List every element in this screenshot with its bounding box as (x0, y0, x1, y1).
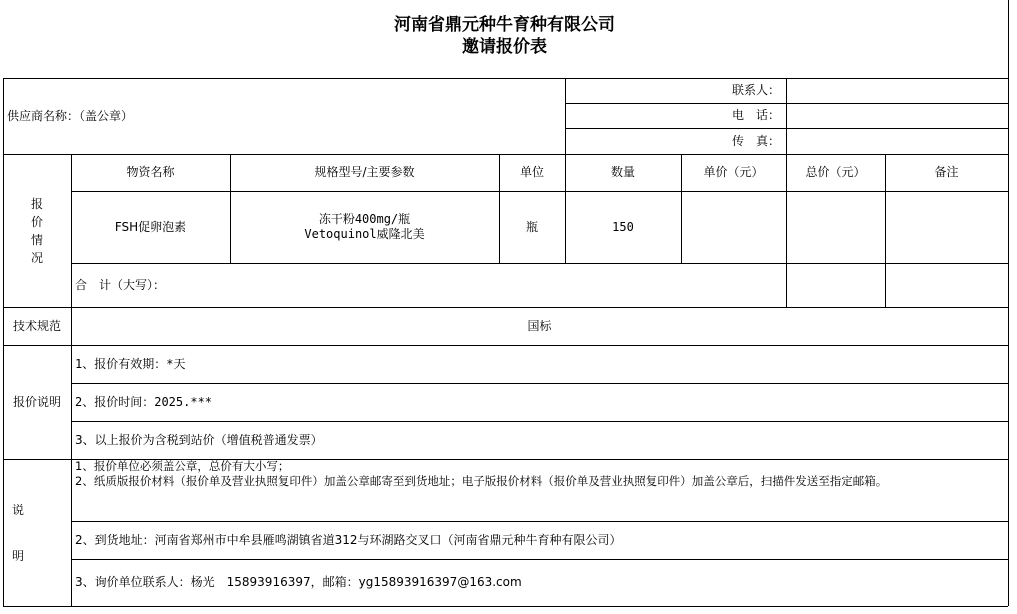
item-spec-line: Vetoquinol威隆北美 (304, 227, 425, 241)
item-unit-price[interactable] (681, 191, 786, 263)
remark-line: 1、报价单位必须盖公章，总价有大小写； (75, 459, 290, 473)
row-line-bottom (3, 606, 1008, 607)
item-spec-line: 冻干粉400mg/瓶 (318, 212, 411, 226)
remark-block-1 (71, 459, 1008, 521)
col-header-unit-price: 单价（元） (703, 165, 764, 179)
remark-contact: 3、询价单位联系人：杨光 15893916397，邮箱：yg15893916397@163.com (75, 575, 522, 589)
quote-section-label (3, 154, 71, 307)
remarks-label-char: 说 (11, 502, 24, 517)
col-header-spec: 规格型号/主要参数 (314, 165, 415, 179)
phone-value[interactable] (786, 103, 1008, 128)
item-name: FSH促卵泡素 (114, 219, 187, 234)
quote-label-char: 况 (30, 250, 43, 265)
company-name: 河南省鼎元种牛育种有限公司 (394, 15, 615, 35)
grand-total-value[interactable] (786, 263, 885, 307)
col-header-unit: 单位 (519, 165, 544, 179)
contact-label: 联系人： (731, 83, 780, 97)
quote-note-item: 3、以上报价为含税到站价（增值税普通发票） (75, 432, 323, 447)
item-unit: 瓶 (525, 219, 538, 234)
quote-note-item: 1、报价有效期：*天 (75, 356, 186, 371)
col-header-note: 备注 (934, 165, 959, 179)
fax-label: 传 真： (731, 133, 780, 148)
grand-total-note[interactable] (885, 263, 1008, 307)
quote-notes-label: 报价说明 (12, 394, 61, 409)
fax-value[interactable] (786, 128, 1008, 154)
quote-note-item: 2、报价时间：2025.*** (75, 394, 213, 409)
sheet-title (0, 14, 1009, 58)
item-qty: 150 (612, 219, 634, 234)
col-header-qty: 数量 (610, 165, 635, 179)
quote-label-char: 价 (30, 214, 43, 229)
total-label: 合 计（大写）： (75, 277, 166, 292)
tech-value: 国标 (527, 318, 552, 333)
form-title: 邀请报价表 (462, 37, 547, 57)
phone-label: 电 话： (731, 108, 780, 122)
remark-line: 2、纸质版报价材料（报价单及营业执照复印件）加盖公章邮寄至到货地址；电子版报价材料（报价单及营业执照复印件）加盖公章后，扫描件发送至指定邮箱。 (75, 474, 888, 488)
contact-value[interactable] (786, 78, 1008, 103)
tech-label: 技术规范 (12, 318, 61, 333)
quote-label-char: 报 (30, 196, 43, 211)
item-note[interactable] (885, 191, 1008, 263)
col-header-name: 物资名称 (126, 165, 175, 179)
item-spec (230, 191, 499, 263)
remarks-label-char: 明 (11, 548, 24, 563)
col-header-total: 总价（元） (805, 165, 866, 179)
supplier-name-label: 供应商名称：（盖公章） (7, 108, 134, 123)
quote-label-char: 情 (30, 232, 43, 247)
item-total[interactable] (786, 191, 885, 263)
border-right (1008, 0, 1009, 606)
remark-address: 2、到货地址：河南省郑州市中牟县雁鸣湖镇省道312与环湖路交叉口（河南省鼎元种牛育种有限公司） (75, 532, 622, 547)
remarks-label (3, 459, 33, 606)
